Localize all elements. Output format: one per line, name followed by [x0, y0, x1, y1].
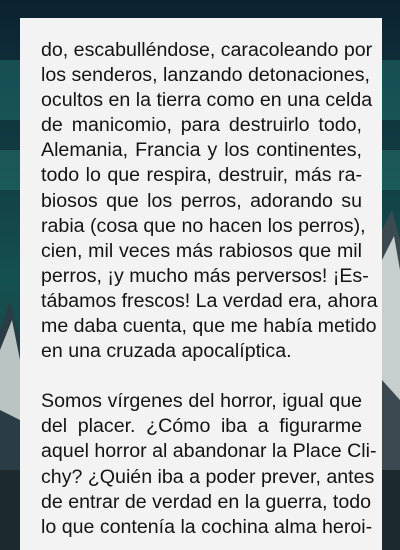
text-line: de entrar de verdad en la guerra, todo — [41, 490, 372, 513]
paragraph-2 — [41, 389, 377, 540]
book-page — [20, 18, 382, 550]
text-line: Somos vírgenes del horror, igual que — [41, 390, 362, 413]
paragraph-gap — [41, 364, 362, 389]
text-line: tábamos frescos! La verdad era, ahora — [41, 289, 378, 312]
text-line: aquel horror al abandonar la Place Cli- — [41, 440, 377, 463]
text-line: cien, mil veces más rabiosos que mil — [41, 239, 362, 262]
paragraph-1 — [41, 38, 378, 364]
text-line: ocultos en la tierra como en una celda — [41, 89, 373, 112]
text-line: todo lo que respira, destruir, más ra- — [41, 164, 362, 187]
text-line: do, escabulléndose, caracoleando por — [41, 39, 373, 61]
text-line: chy? ¿Quién iba a poder prever, antes — [41, 465, 375, 488]
text-line: rabia (cosa que no hacen los perros), — [41, 214, 366, 237]
text-line: Alemania, Francia y los continentes, — [41, 139, 362, 162]
text-line: me daba cuenta, que me había metido — [41, 315, 377, 338]
text-line: lo que contenía la cochina alma heroi- — [41, 515, 373, 538]
text-line: del placer. ¿Cómo iba a figurarme — [41, 415, 362, 438]
text-line: biosos que los perros, adorando su — [41, 189, 362, 212]
text-line: de manicomio, para destruirlo todo, — [41, 114, 362, 137]
text-line: perros, ¡y mucho más perversos! ¡Es- — [41, 264, 369, 287]
text-line: los senderos, lanzando detonaciones, — [41, 64, 370, 87]
text-line: en una cruzada apocalíptica. — [41, 340, 292, 363]
snow-right — [382, 236, 400, 400]
